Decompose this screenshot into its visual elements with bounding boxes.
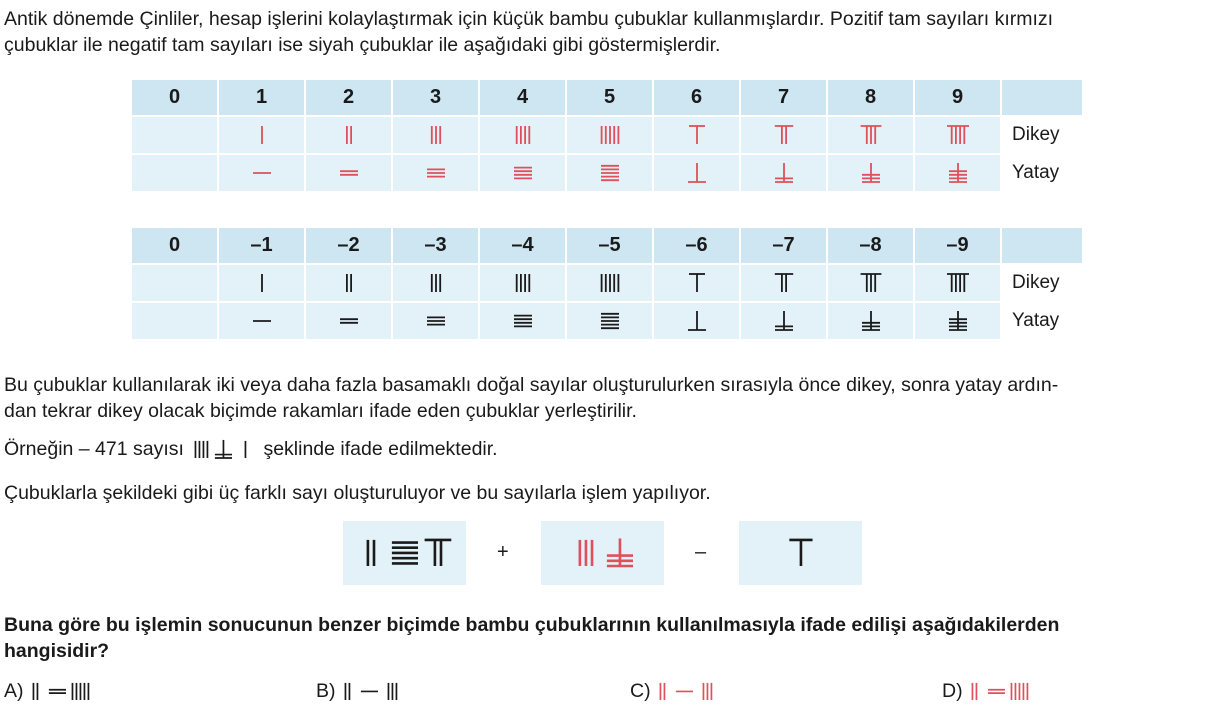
rod-digit-2-yatay xyxy=(47,681,68,702)
header-cell: –6 xyxy=(654,228,739,263)
rod-digit-9-yatay xyxy=(947,310,969,332)
operand-box-3 xyxy=(739,521,862,585)
rod-cell xyxy=(219,155,304,191)
rod-digit-6-dikey xyxy=(686,272,708,294)
rod-digit-0-dikey xyxy=(164,124,186,146)
rod-digit-2-dikey xyxy=(652,681,673,702)
plus-operator: + xyxy=(497,541,509,563)
rod-digit-3-dikey xyxy=(570,537,602,569)
rod-cell xyxy=(480,155,565,191)
header-cell: 1 xyxy=(219,80,304,115)
rod-digit-6-dikey xyxy=(785,537,817,569)
header-cell: –1 xyxy=(219,228,304,263)
rod-cell xyxy=(132,303,217,339)
rod-digit-5-dikey xyxy=(1009,681,1030,702)
rod-digit-1-yatay xyxy=(251,310,273,332)
rod-digit-1-yatay xyxy=(251,162,273,184)
rod-digit-0-dikey xyxy=(164,272,186,294)
rod-digit-3-dikey xyxy=(697,681,718,702)
operation-intro: Çubuklarla şekildeki gibi üç farklı sayı oluşturuluyor ve bu sayılarla işlem yapılıyor. xyxy=(4,482,711,504)
rod-cell xyxy=(915,303,1000,339)
rod-digit-3-dikey xyxy=(425,124,447,146)
question-line-1: Buna göre bu işlemin sonucunun benzer biçimde bambu çubuklarının kullanılmasıyla ifade edilişi aşağıdakilerden xyxy=(4,614,1060,636)
rod-cell xyxy=(654,303,739,339)
rod-digit-8-yatay xyxy=(860,162,882,184)
option-rods xyxy=(336,681,404,702)
option-label: C) xyxy=(630,680,651,702)
rod-digit-5-dikey xyxy=(599,272,621,294)
negative-vertical-row xyxy=(132,265,1082,301)
rod-cell xyxy=(654,265,739,301)
rod-cell xyxy=(480,303,565,339)
minus-operator: – xyxy=(695,541,707,563)
rod-digit-4-dikey xyxy=(512,124,534,146)
example-suffix: şeklinde ifade edilmektedir. xyxy=(263,438,498,460)
option-rods xyxy=(24,681,92,702)
rod-cell xyxy=(306,303,391,339)
rod-cell xyxy=(132,155,217,191)
rod-digit-7-yatay xyxy=(773,310,795,332)
rod-cell xyxy=(219,117,304,153)
positive-vertical-row xyxy=(132,117,1082,153)
rod-cell xyxy=(393,155,478,191)
option-b[interactable] xyxy=(316,680,403,703)
rod-cell xyxy=(219,303,304,339)
rod-cell xyxy=(741,265,826,301)
rod-digit-1-dikey xyxy=(251,272,273,294)
row-label-dikey: Dikey xyxy=(1012,124,1060,145)
rod-digit-1-dikey xyxy=(235,439,256,460)
rod-cell xyxy=(132,117,217,153)
rod-digit-4-yatay xyxy=(512,310,534,332)
question-line-2: hangisidir? xyxy=(4,640,110,662)
rod-cell xyxy=(480,117,565,153)
positive-horizontal-row xyxy=(132,155,1082,191)
rod-cell xyxy=(567,303,652,339)
rod-digit-2-dikey xyxy=(337,681,358,702)
rod-digit-7-dikey xyxy=(773,272,795,294)
intro-line-2: çubuklar ile negatif tam sayıları ise siyah çubuklar ile aşağıdaki gibi göstermişlerdir. xyxy=(4,34,721,56)
option-a[interactable] xyxy=(4,680,91,703)
intro-line-1: Antik dönemde Çinliler, hesap işlerini kolaylaştırmak için küçük bambu çubuklar kullanmışlardır. Pozitif tam sayıları kırmızı xyxy=(4,8,1054,30)
rod-cell xyxy=(741,303,826,339)
rod-cell xyxy=(915,117,1000,153)
rod-digit-2-dikey xyxy=(964,681,985,702)
rod-cell xyxy=(828,265,913,301)
option-d[interactable] xyxy=(942,680,1030,703)
rod-digit-4-dikey xyxy=(512,272,534,294)
header-cell: –2 xyxy=(306,228,391,263)
header-cell: 0 xyxy=(132,228,217,263)
rod-cell xyxy=(567,117,652,153)
header-cell: 7 xyxy=(741,80,826,115)
row-label-yatay: Yatay xyxy=(1012,162,1060,183)
option-label: D) xyxy=(942,680,963,702)
rod-digit-2-yatay xyxy=(338,162,360,184)
rod-cell xyxy=(828,155,913,191)
example-paragraph xyxy=(4,436,1204,462)
header-cell: –7 xyxy=(741,228,826,263)
rod-digit-3-yatay xyxy=(425,162,447,184)
rod-digit-3-yatay xyxy=(425,310,447,332)
header-cell: –9 xyxy=(915,228,1000,263)
rod-digit-7-yatay xyxy=(213,439,234,460)
header-cell: 8 xyxy=(828,80,913,115)
option-rods xyxy=(651,681,719,702)
rod-cell xyxy=(480,265,565,301)
rule-line-1: Bu çubuklar kullanılarak iki veya daha fazla basamaklı doğal sayılar oluşturulurken sırasıyla önce dikey, sonra yatay ardın- xyxy=(4,374,1059,396)
row-label-dikey: Dikey xyxy=(1012,272,1060,293)
rod-cell xyxy=(828,303,913,339)
rod-digit-5-dikey xyxy=(70,681,91,702)
positive-rod-table xyxy=(130,78,1084,193)
rule-paragraph xyxy=(4,372,1204,424)
rod-digit-2-dikey xyxy=(338,124,360,146)
rod-cell xyxy=(306,265,391,301)
header-cell: 5 xyxy=(567,80,652,115)
rod-cell xyxy=(828,117,913,153)
rod-digit-0-yatay xyxy=(164,162,186,184)
rod-digit-8-yatay xyxy=(604,537,636,569)
rod-digit-1-yatay xyxy=(359,681,380,702)
operand-box-2 xyxy=(541,521,664,585)
rod-cell xyxy=(915,265,1000,301)
rod-cell xyxy=(915,155,1000,191)
rod-digit-6-yatay xyxy=(686,310,708,332)
negative-rod-table xyxy=(130,226,1084,341)
rod-digit-9-yatay xyxy=(947,162,969,184)
header-cell: 2 xyxy=(306,80,391,115)
example-prefix: Örneğin – 471 sayısı xyxy=(4,438,184,460)
rod-cell xyxy=(654,155,739,191)
rod-digit-2-dikey xyxy=(355,537,387,569)
rod-digit-3-dikey xyxy=(382,681,403,702)
negative-header-row xyxy=(132,228,1082,263)
rod-digit-2-dikey xyxy=(25,681,46,702)
header-cell: 9 xyxy=(915,80,1000,115)
rod-cell xyxy=(567,265,652,301)
operand-box-1 xyxy=(343,521,466,585)
rod-digit-1-yatay xyxy=(674,681,695,702)
rod-cell xyxy=(654,117,739,153)
header-cell: 0 xyxy=(132,80,217,115)
example-rod-number xyxy=(191,439,256,460)
header-cell: 3 xyxy=(393,80,478,115)
rod-cell xyxy=(306,155,391,191)
option-label: A) xyxy=(4,680,24,702)
header-cell: –3 xyxy=(393,228,478,263)
rod-cell xyxy=(393,265,478,301)
rod-cell xyxy=(306,117,391,153)
rule-line-2: dan tekrar dikey olacak biçimde rakamları ifade eden çubuklar yerleştirilir. xyxy=(4,400,637,422)
rod-cell xyxy=(219,265,304,301)
rod-cell xyxy=(741,117,826,153)
rod-digit-5-yatay xyxy=(389,537,421,569)
header-cell: –8 xyxy=(828,228,913,263)
rod-digit-7-yatay xyxy=(773,162,795,184)
rod-digit-9-dikey xyxy=(947,272,969,294)
negative-horizontal-row xyxy=(132,303,1082,339)
rod-digit-4-yatay xyxy=(512,162,534,184)
rod-cell xyxy=(393,303,478,339)
rod-digit-1-dikey xyxy=(251,124,273,146)
rod-cell xyxy=(393,117,478,153)
rod-digit-6-yatay xyxy=(686,162,708,184)
operand-rods xyxy=(355,537,455,569)
rod-digit-4-dikey xyxy=(191,439,212,460)
header-cell: –4 xyxy=(480,228,565,263)
rod-digit-5-yatay xyxy=(599,310,621,332)
option-c[interactable] xyxy=(630,680,718,703)
rod-digit-7-dikey xyxy=(773,124,795,146)
row-label-yatay: Yatay xyxy=(1012,310,1060,331)
question-text xyxy=(4,612,1204,664)
operand-rods xyxy=(785,537,817,569)
rod-digit-8-dikey xyxy=(860,124,882,146)
rod-digit-7-dikey xyxy=(422,537,454,569)
header-cell: 4 xyxy=(480,80,565,115)
rod-digit-5-yatay xyxy=(599,162,621,184)
rod-digit-0-yatay xyxy=(164,310,186,332)
header-cell: 6 xyxy=(654,80,739,115)
rod-cell xyxy=(567,155,652,191)
rod-cell xyxy=(132,265,217,301)
rod-digit-2-yatay xyxy=(338,310,360,332)
rod-digit-2-dikey xyxy=(338,272,360,294)
positive-header-row xyxy=(132,80,1082,115)
intro-text xyxy=(4,6,1204,58)
rod-digit-6-dikey xyxy=(686,124,708,146)
operand-rods xyxy=(570,537,636,569)
rod-digit-3-dikey xyxy=(425,272,447,294)
option-label: B) xyxy=(316,680,336,702)
rod-digit-5-dikey xyxy=(599,124,621,146)
header-cell: –5 xyxy=(567,228,652,263)
rod-digit-8-yatay xyxy=(860,310,882,332)
rod-digit-9-dikey xyxy=(947,124,969,146)
rod-digit-8-dikey xyxy=(860,272,882,294)
option-rods xyxy=(963,681,1031,702)
rod-cell xyxy=(741,155,826,191)
rod-digit-2-yatay xyxy=(986,681,1007,702)
